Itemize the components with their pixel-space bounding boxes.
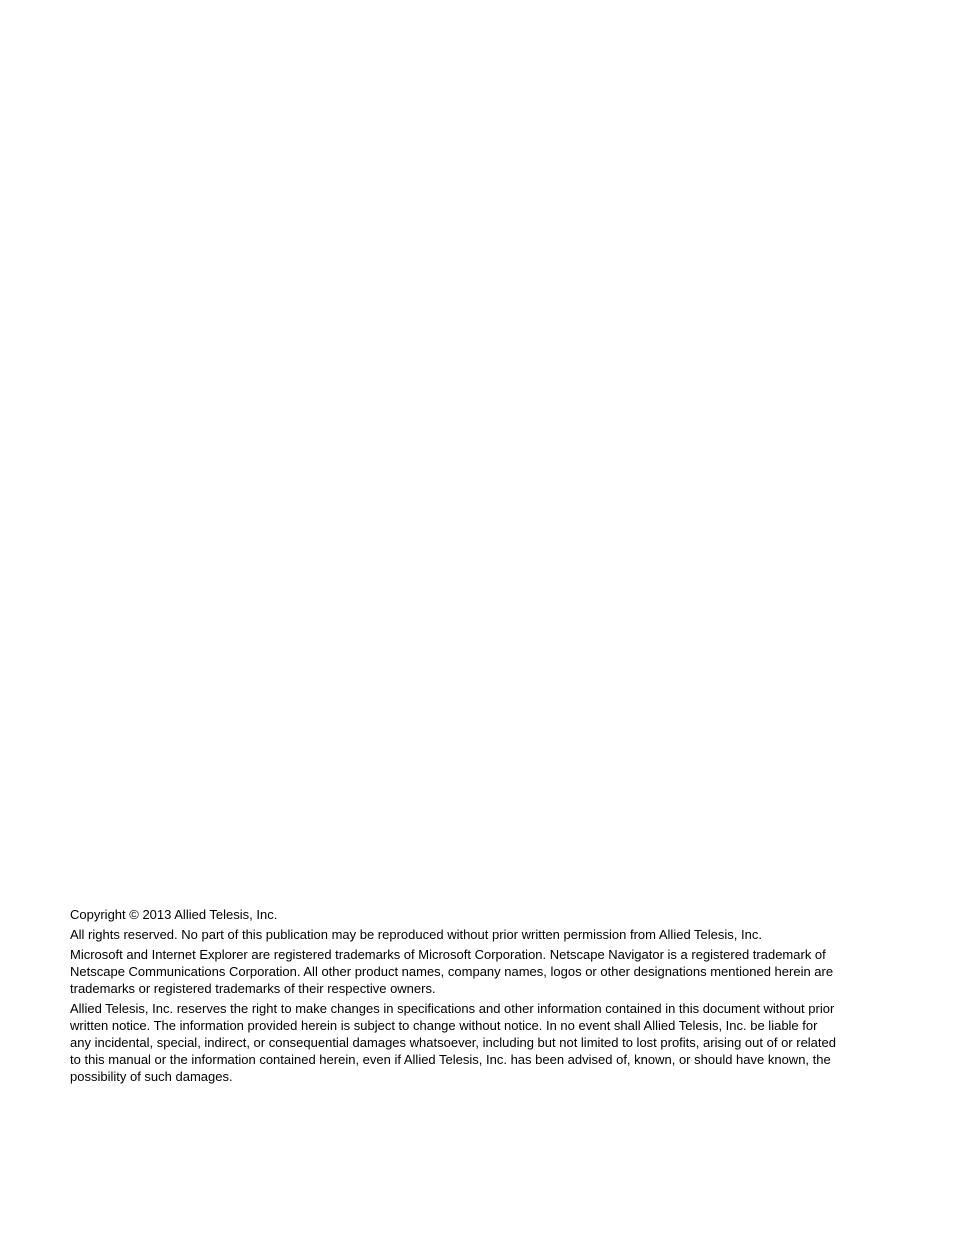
copyright-section [70, 906, 840, 1088]
rights-reserved-text: All rights reserved. No part of this publication may be reproduced without prior written permission from Allied Telesis, Inc. [70, 927, 762, 942]
copyright-notice: Copyright © 2013 Allied Telesis, Inc. [70, 907, 278, 922]
trademarks-text: Microsoft and Internet Explorer are registered trademarks of Microsoft Corporation. Netscape Navigator is a registered trademark of Netscape Communications Corporation. All other product names, company names, logos or other designations mentioned herein are trademarks or registered trademarks of their respective owners. [70, 947, 834, 996]
disclaimer-text: Allied Telesis, Inc. reserves the right to make changes in specifications and other information contained in this document without prior written notice. The information provided herein is subject to change without notice. In no event shall Allied Telesis, Inc. be liable for any incidental, special, indirect, or consequential damages whatsoever, including but not limited to lost profits, arising out of or related to this manual or the information contained herein, even if Allied Telesis, Inc. has been advised of, known, or should have known, the possibility of such damages. [70, 1001, 836, 1084]
